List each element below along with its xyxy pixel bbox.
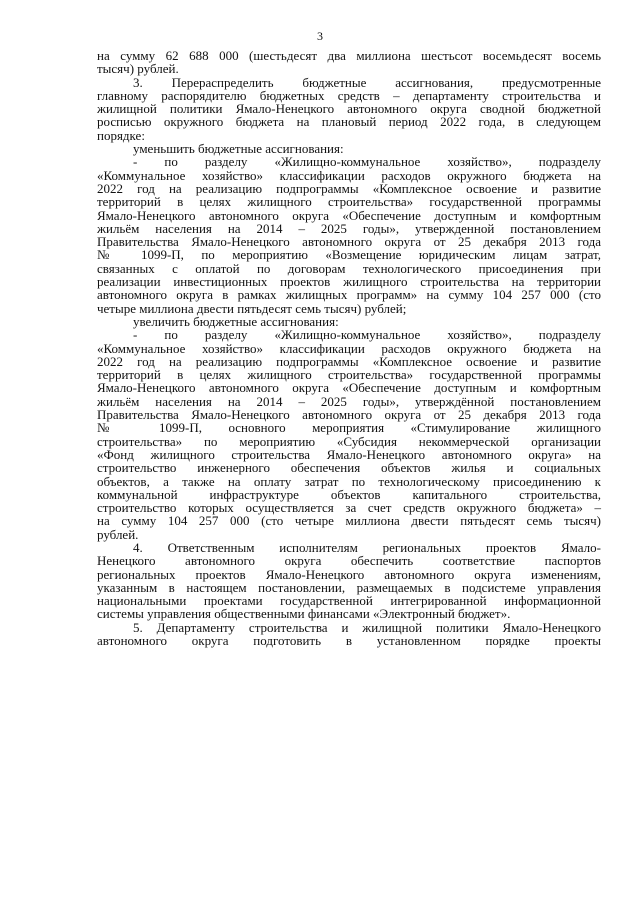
text-line: системы управления общественными финансами «Электронный бюджет». — [97, 606, 511, 622]
text-line: Ненецкого автономного округа обеспечить соответствие паспортов — [97, 553, 601, 569]
text-line: региональных проектов Ямало-Ненецкого автономного округа изменениям, — [97, 566, 601, 582]
text-line: Ямало-Ненецкого автономного округа «Обеспечение доступным и комфортным — [97, 207, 601, 223]
text-line: территорий в целях жилищного строительства» государственной программы — [97, 194, 601, 210]
text-line: Правительства Ямало-Ненецкого автономного округа от 25 декабря 2013 года — [97, 234, 601, 250]
text-line: объектов, а также на оплату затрат по технологическому присоединению к — [97, 473, 601, 489]
text-line: 4. Ответственным исполнителям региональных проектов Ямало- — [133, 539, 601, 555]
text-line: Ямало-Ненецкого автономного округа «Обеспечение доступным и комфортным — [97, 380, 601, 396]
text-line: коммунальной инфраструктуре объектов капитального строительства, — [97, 486, 601, 502]
text-line: № 1099-П, по мероприятию «Возмещение юридическим лицам затрат, — [97, 247, 601, 263]
text-line: строительства» по мероприятию «Субсидия некоммерческой организации — [97, 433, 601, 449]
text-line: 3. Перераспределить бюджетные ассигнования, предусмотренные — [133, 74, 601, 90]
text-line: строительство инженерного обеспечения объектов жилья и социальных — [97, 460, 601, 476]
page-number: 3 — [317, 29, 323, 43]
text-line: № 1099-П, основного мероприятия «Стимулирование жилищного — [97, 420, 601, 436]
text-line: указанным в настоящем постановлении, размещаемых в подсистеме управления — [97, 579, 601, 595]
text-line: 2022 год на реализацию подпрограммы «Комплексное освоение и развитие — [97, 180, 601, 196]
text-line: порядке: — [97, 127, 145, 143]
text-line: на сумму 62 688 000 (шестьдесят два миллиона шестьсот восемьдесят восемь — [97, 48, 601, 63]
text-line: «Коммунальное хозяйство» классификации расходов окружного бюджета на — [97, 340, 601, 356]
text-line: рублей. — [97, 526, 139, 542]
text-line: уменьшить бюджетные ассигнования: — [133, 141, 344, 157]
text-line: на сумму 104 257 000 (сто четыре миллиона двести пятьдесят семь тысяч) — [97, 513, 601, 529]
text-line: автономного округа подготовить в установленном порядке проекты — [97, 633, 601, 649]
text-line: жильём населения на 2014 – 2025 годы», утверждённой постановлением — [97, 393, 601, 409]
text-line: росписью окружного бюджета на плановый период 2022 года, в следующем — [97, 114, 601, 130]
text-line: 5. Департаменту строительства и жилищной политики Ямало-Ненецкого — [133, 619, 601, 635]
text-line: Правительства Ямало-Ненецкого автономного округа от 25 декабря 2013 года — [97, 407, 601, 423]
text-line: строительство которых осуществляется за счет средств окружного бюджета» – — [97, 500, 601, 516]
text-line: - по разделу «Жилищно-коммунальное хозяйство», подразделу — [133, 154, 601, 170]
text-line: жилищной политики Ямало-Ненецкого автономного округа сводной бюджетной — [97, 101, 601, 117]
text-line: четыре миллиона двести пятьдесят семь тысяч) рублей; — [97, 300, 407, 316]
text-line: национальными проектами государственной интегрированной информационной — [97, 593, 601, 609]
text-line: жильём населения на 2014 – 2025 годы», утвержденной постановлением — [97, 220, 601, 236]
text-line: главному распорядителю бюджетных средств – департаменту строительства и — [97, 87, 601, 103]
text-line: 2022 год на реализацию подпрограммы «Комплексное освоение и развитие — [97, 353, 601, 369]
text-line: тысяч) рублей. — [97, 61, 179, 77]
text-line: увеличить бюджетные ассигнования: — [133, 313, 339, 329]
text-line: территорий в целях жилищного строительства» государственной программы — [97, 367, 601, 383]
text-line: «Коммунальное хозяйство» классификации расходов окружного бюджета на — [97, 167, 601, 183]
text-line: реализации инвестиционных проектов жилищного строительства на территории — [97, 274, 601, 290]
text-line: связанных с оплатой по договорам технологического присоединения при — [97, 260, 601, 276]
text-line: «Фонд жилищного строительства Ямало-Ненецкого автономного округа» на — [97, 446, 601, 462]
text-line: - по разделу «Жилищно-коммунальное хозяйство», подразделу — [133, 327, 601, 343]
text-line: автономного округа в рамках жилищных программ» на сумму 104 257 000 (сто — [97, 287, 601, 303]
document-body — [97, 49, 601, 647]
